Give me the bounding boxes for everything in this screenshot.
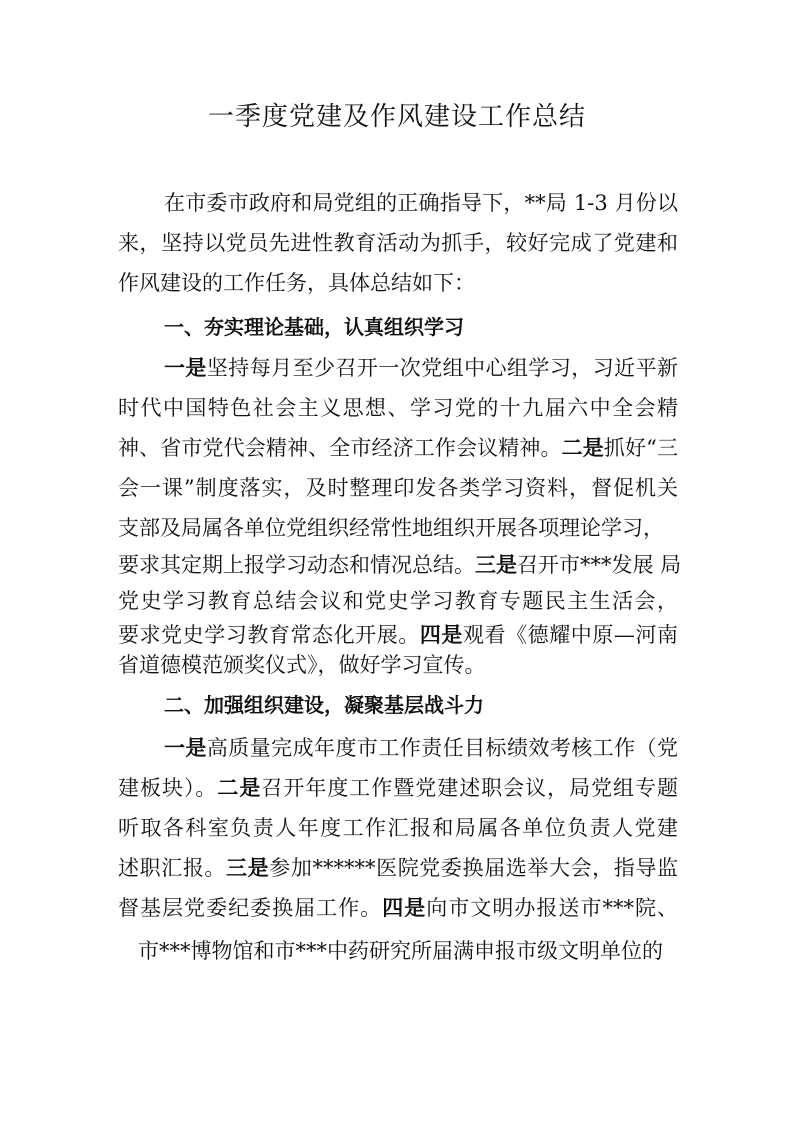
paragraph-line	[118, 813, 678, 843]
text-run: 支部及局属各单位党组织经常性地组织开展各项理论学习，	[118, 516, 664, 540]
text-run: 召开市***发展 局	[517, 553, 682, 577]
paragraph-line	[118, 620, 678, 650]
list-lead: 一是	[164, 356, 207, 380]
text-run: 督基层党委纪委换届工作。	[118, 896, 383, 920]
list-lead: 三是	[475, 553, 517, 577]
text-run: 召开年度工作暨党建述职会议，局党组专题	[261, 776, 679, 800]
text-run: 抓好“三	[603, 436, 678, 460]
text-run: 述职汇报。	[118, 856, 227, 880]
paragraph-line	[118, 550, 682, 580]
list-lead: 四是	[382, 896, 427, 920]
text-run: 听取各科室负责人年度工作汇报和局属各单位负责人党建	[118, 816, 678, 840]
text-run: 作风建设的工作任务，具体总结如下：	[118, 271, 475, 295]
paragraph-line	[138, 936, 663, 966]
text-run: 观看《德耀中原—河南	[462, 623, 679, 647]
list-lead: 一是	[164, 736, 207, 760]
paragraph-line	[118, 433, 678, 463]
text-run: 时代中国特色社会主义思想、学习党的十九届六中全会精	[118, 396, 678, 420]
text-run: 在市委市政府和局党组的正确指导下，**局 1-3 月份以	[164, 191, 678, 215]
paragraph-line	[118, 268, 678, 298]
paragraph-line	[164, 353, 678, 383]
paragraph-line	[118, 473, 678, 503]
paragraph-line	[118, 228, 678, 258]
text-run: 高质量完成年度市工作责任目标绩效考核工作（党	[206, 736, 679, 760]
text-run: 坚持每月至少召开一次党组中心组学习，习近平新	[206, 356, 679, 380]
list-lead: 四是	[419, 623, 463, 647]
text-run: 要求党史学习教育常态化开展。	[118, 623, 420, 647]
list-lead: 二是	[217, 776, 262, 800]
document-title: 一季度党建及作风建设工作总结	[207, 102, 586, 132]
paragraph-line	[118, 650, 678, 680]
section-heading: 一、夯实理论基础，认真组织学习	[164, 315, 464, 339]
text-run: 会一课”制度落实，及时整理印发各类学习资料，督促机关	[118, 476, 678, 500]
text-run: 省道德模范颁奖仪式》，做好学习宣传。	[118, 653, 486, 677]
paragraph-line	[118, 853, 678, 883]
paragraph-line	[164, 188, 678, 218]
paragraph-line	[118, 393, 678, 423]
list-lead: 二是	[561, 436, 604, 460]
paragraph-line	[164, 733, 678, 763]
section-heading: 二、加强组织建设，凝聚基层战斗力	[164, 693, 484, 717]
text-run: 党史学习教育总结会议和党史学习教育专题民主生活会，	[118, 589, 678, 613]
text-run: 参加******医院党委换届选举大会，指导监	[269, 856, 679, 880]
text-run: 市***博物馆和市***中药研究所届满申报市级文明单位的	[138, 939, 663, 963]
paragraph-line	[118, 586, 678, 616]
paragraph-line	[118, 893, 678, 923]
text-run: 要求其定期上报学习动态和情况总结。	[118, 553, 475, 577]
paragraph-line	[118, 513, 678, 543]
list-lead: 三是	[226, 856, 270, 880]
text-run: 向市文明办报送市***院、	[426, 896, 679, 920]
text-run: 建板块）。	[118, 776, 218, 800]
text-run: 神、省市党代会精神、全市经济工作会议精神。	[118, 436, 562, 460]
text-run: 来，坚持以党员先进性教育活动为抓手，较好完成了党建和	[118, 231, 678, 255]
paragraph-line	[118, 773, 678, 803]
